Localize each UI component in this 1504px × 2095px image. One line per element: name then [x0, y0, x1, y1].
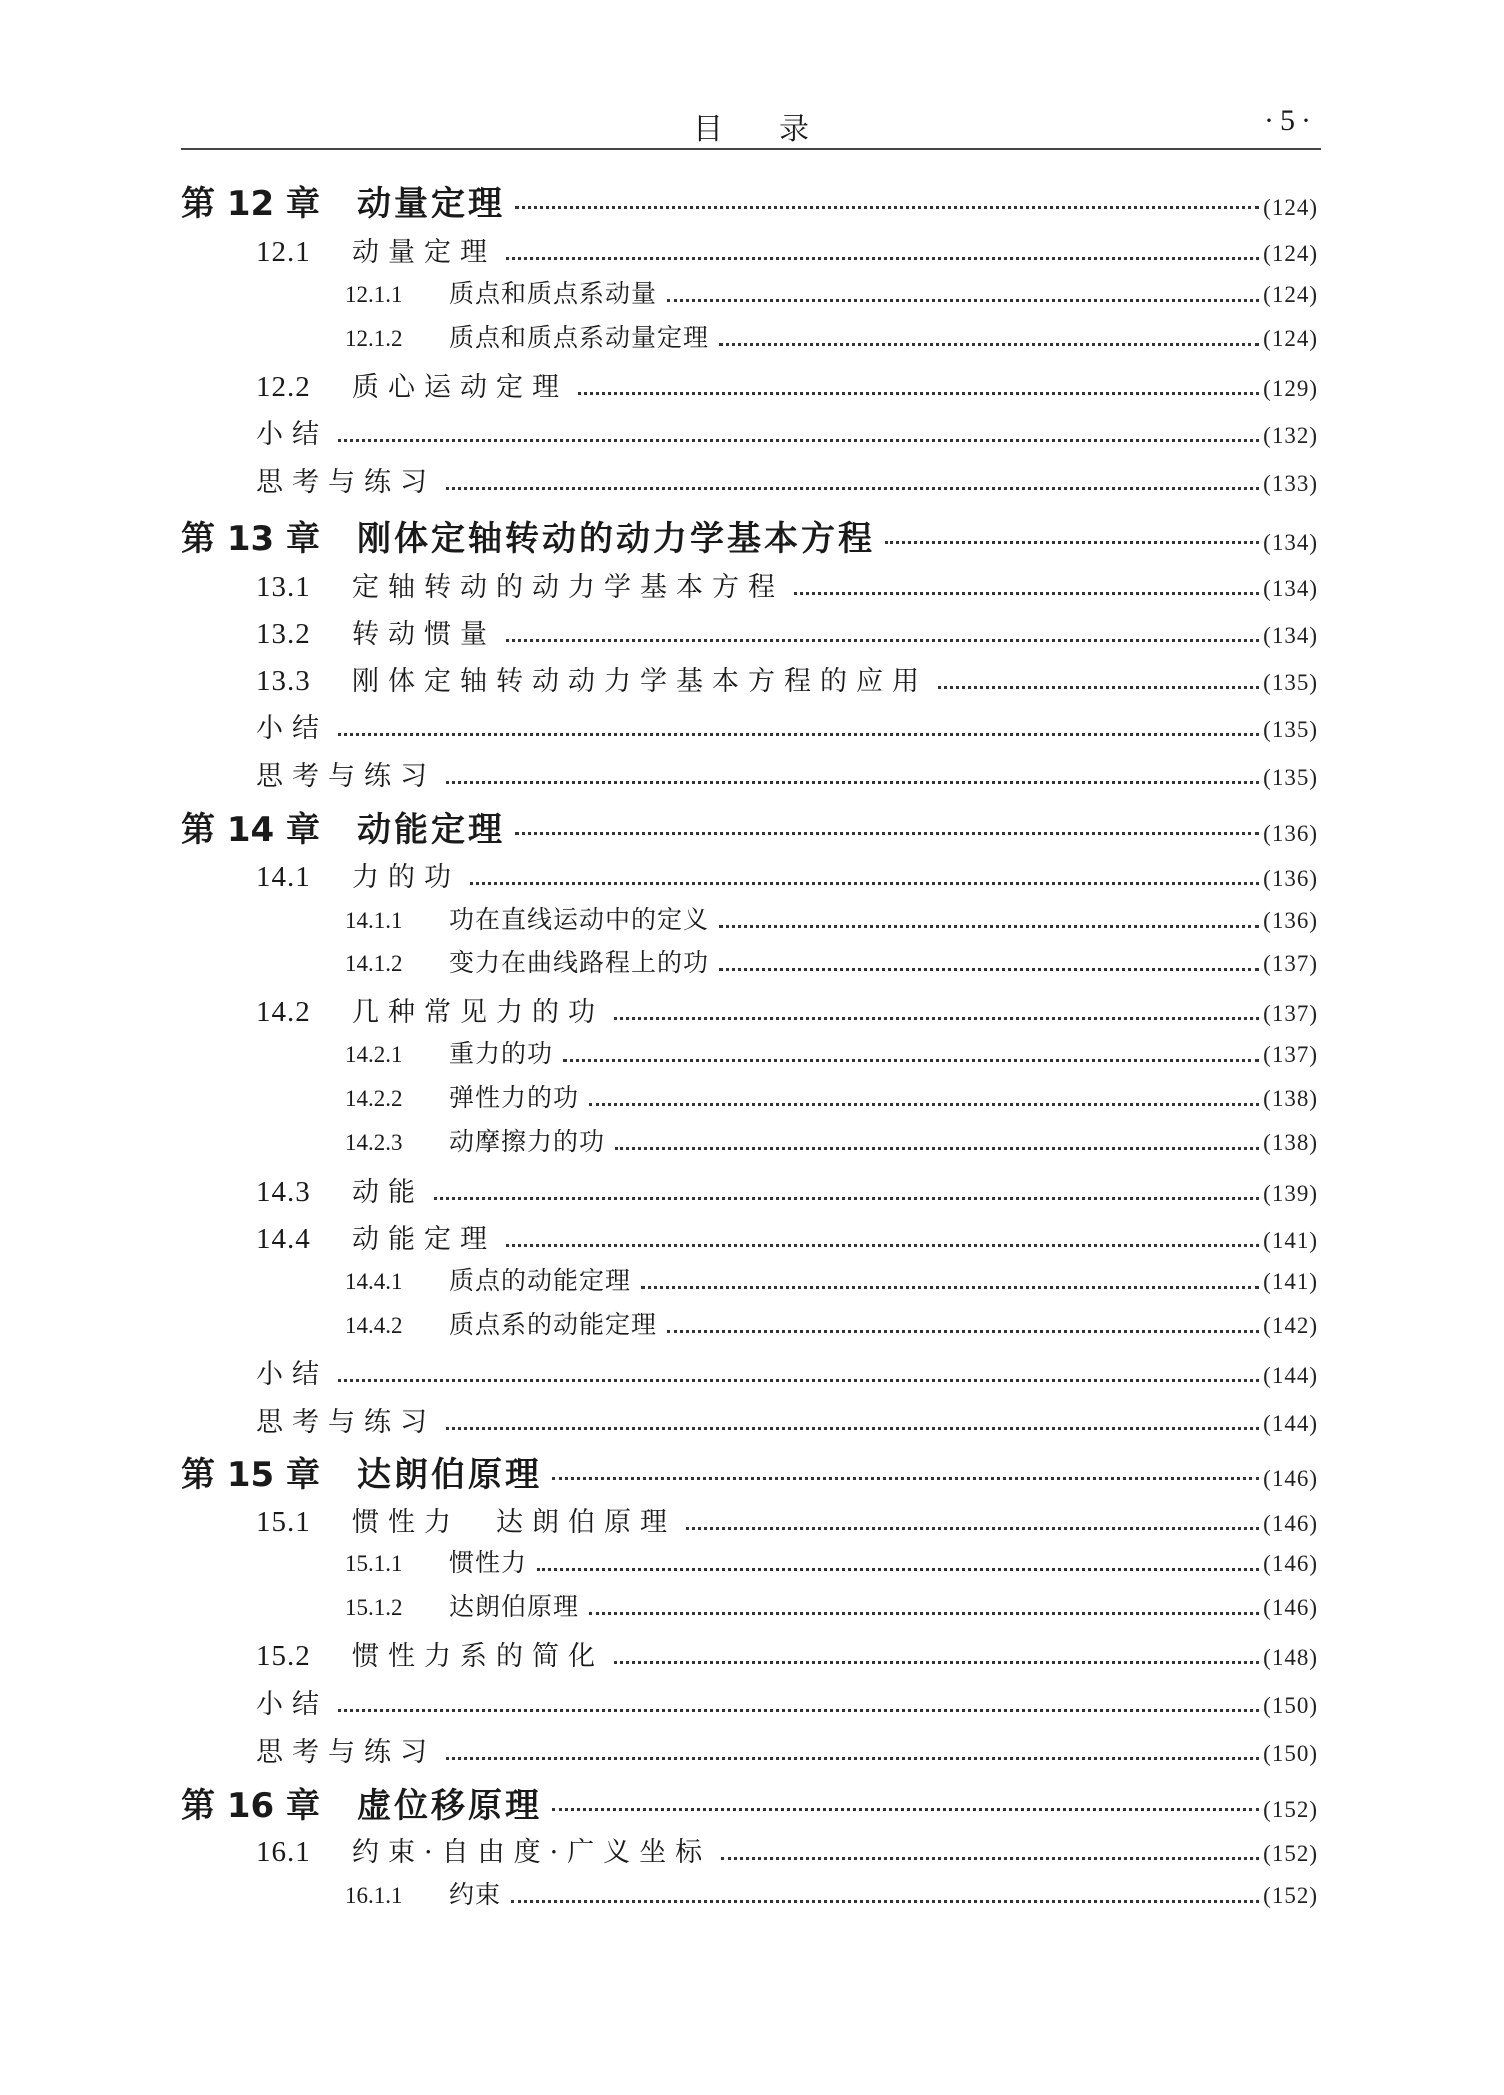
page-header-title: 目录	[693, 112, 865, 147]
toc-entry-page: (139)	[1263, 1181, 1318, 1206]
toc-entry-misc[interactable]	[256, 460, 1318, 504]
toc-entry-chapter[interactable]	[181, 1447, 1318, 1497]
toc-entry-page: (146)	[1263, 1511, 1318, 1536]
toc-entry-title: 功在直线运动中的定义	[449, 905, 710, 934]
dot-leader	[446, 487, 1259, 490]
toc-entry-page: (148)	[1263, 1645, 1318, 1670]
toc-entry-section[interactable]	[256, 1634, 1318, 1678]
dot-leader	[446, 1757, 1259, 1760]
toc-entry-title: 质点的动能定理	[449, 1266, 632, 1295]
dot-leader	[719, 968, 1259, 971]
toc-entry-misc[interactable]	[256, 754, 1318, 798]
toc-entry-title: 动量定理	[357, 184, 505, 224]
dot-leader	[537, 1568, 1259, 1571]
toc-entry-misc[interactable]	[256, 412, 1318, 456]
toc-entry-title: 思考与练习	[256, 1737, 436, 1768]
toc-entry-page: (133)	[1263, 471, 1318, 496]
toc-entry-sub[interactable]	[345, 1122, 1318, 1162]
toc-entry-section[interactable]	[256, 659, 1318, 703]
toc-entry-page: (146)	[1263, 1466, 1318, 1491]
toc-entry-page: (142)	[1263, 1313, 1318, 1338]
toc-entry-title: 达朗伯原理	[449, 1592, 580, 1621]
dot-leader	[506, 639, 1259, 642]
toc-entry-page: (136)	[1263, 866, 1318, 891]
toc-entry-chapter[interactable]	[181, 1778, 1318, 1828]
toc-entry-title: 质点系的动能定理	[449, 1310, 658, 1339]
toc-entry-page: (146)	[1263, 1551, 1318, 1576]
toc-entry-section[interactable]	[256, 990, 1318, 1034]
toc-entry-sub[interactable]	[345, 274, 1318, 314]
dot-leader	[434, 1197, 1259, 1200]
toc-entry-title: 虚位移原理	[357, 1786, 542, 1826]
toc-entry-number: 16.1.1	[345, 1883, 403, 1908]
toc-entry-title: 弹性力的功	[449, 1083, 580, 1112]
toc-entry-number: 第 15 章	[181, 1455, 320, 1495]
toc-entry-number: 14.2.2	[345, 1086, 403, 1111]
toc-entry-title: 小结	[256, 419, 328, 450]
toc-entry-section[interactable]	[256, 612, 1318, 656]
dot-leader	[446, 1427, 1259, 1430]
toc-entry-number: 14.4	[256, 1223, 311, 1255]
dot-leader	[589, 1103, 1259, 1106]
toc-entry-page: (141)	[1263, 1228, 1318, 1253]
toc-entry-sub[interactable]	[345, 1261, 1318, 1301]
toc-entry-title: 力的功	[352, 862, 460, 893]
dot-leader	[614, 1017, 1259, 1020]
toc-entry-title: 思考与练习	[256, 761, 436, 792]
toc-entry-section[interactable]	[256, 1830, 1318, 1874]
toc-entry-sub[interactable]	[345, 1078, 1318, 1118]
toc-entry-title: 约束·自由度·广义坐标	[352, 1837, 712, 1868]
toc-entry-title: 惯性力系的简化	[352, 1641, 604, 1672]
toc-entry-title: 思考与练习	[256, 1407, 436, 1438]
toc-entry-number: 15.1.2	[345, 1595, 403, 1620]
dot-leader	[338, 733, 1259, 736]
toc-entry-page: (137)	[1263, 1001, 1318, 1026]
dot-leader	[511, 1900, 1259, 1903]
toc-entry-title: 质点和质点系动量定理	[449, 323, 710, 352]
dot-leader	[338, 1379, 1259, 1382]
toc-entry-page: (135)	[1263, 670, 1318, 695]
toc-entry-page: (150)	[1263, 1741, 1318, 1766]
toc-entry-title: 惯性力	[449, 1548, 528, 1577]
toc-entry-page: (152)	[1263, 1797, 1318, 1822]
dot-leader	[719, 343, 1259, 346]
toc-entry-title: 重力的功	[449, 1039, 554, 1068]
dot-leader	[552, 1477, 1259, 1480]
dot-leader	[686, 1527, 1259, 1530]
dot-leader	[721, 1857, 1259, 1860]
dot-leader	[589, 1612, 1259, 1615]
toc-entry-misc[interactable]	[256, 1352, 1318, 1396]
toc-entry-number: 13.1	[256, 571, 311, 603]
toc-entry-page: (124)	[1263, 282, 1318, 307]
toc-entry-page: (134)	[1263, 530, 1318, 555]
toc-entry-number: 第 12 章	[181, 184, 320, 224]
toc-entry-page: (134)	[1263, 623, 1318, 648]
toc-entry-page: (137)	[1263, 1042, 1318, 1067]
toc-entry-page: (152)	[1263, 1883, 1318, 1908]
toc-entry-section[interactable]	[256, 1217, 1318, 1261]
dot-leader	[506, 1244, 1259, 1247]
toc-entry-chapter[interactable]	[181, 511, 1318, 561]
dot-leader	[338, 439, 1259, 442]
toc-entry-page: (136)	[1263, 908, 1318, 933]
toc-entry-sub[interactable]	[345, 1587, 1318, 1627]
toc-entry-title: 动摩擦力的功	[449, 1127, 606, 1156]
toc-entry-title: 质心运动定理	[352, 372, 568, 403]
toc-entry-page: (135)	[1263, 717, 1318, 742]
toc-entry-section[interactable]	[256, 365, 1318, 409]
toc-entry-number: 15.1.1	[345, 1551, 403, 1576]
toc-entry-section[interactable]	[256, 565, 1318, 609]
toc-entry-title: 质点和质点系动量	[449, 279, 658, 308]
toc-entry-page: (141)	[1263, 1269, 1318, 1294]
toc-entry-page: (152)	[1263, 1841, 1318, 1866]
dot-leader	[885, 541, 1259, 544]
dot-leader	[719, 925, 1259, 928]
toc-entry-number: 14.2.1	[345, 1042, 403, 1067]
dot-leader	[578, 392, 1259, 395]
toc-entry-sub[interactable]	[345, 1034, 1318, 1074]
toc-entry-number: 15.2	[256, 1640, 311, 1672]
toc-entry-page: (134)	[1263, 576, 1318, 601]
toc-entry-title: 动能	[352, 1177, 424, 1208]
dot-leader	[667, 299, 1259, 302]
toc-entry-title: 小结	[256, 1689, 328, 1720]
toc-entry-number: 第 13 章	[181, 519, 320, 559]
toc-entry-page: (135)	[1263, 765, 1318, 790]
toc-entry-number: 14.2.3	[345, 1130, 403, 1155]
toc-entry-page: (124)	[1263, 241, 1318, 266]
toc-entry-number: 14.1	[256, 861, 311, 893]
dot-leader	[515, 206, 1259, 209]
toc-entry-title: 达朗伯原理	[357, 1455, 542, 1495]
dot-leader	[614, 1661, 1259, 1664]
dot-leader	[470, 882, 1259, 885]
dot-leader	[446, 781, 1259, 784]
toc-entry-page: (144)	[1263, 1363, 1318, 1388]
dot-leader	[515, 832, 1259, 835]
toc-entry-number: 12.2	[256, 371, 311, 403]
toc-entry-chapter[interactable]	[181, 176, 1318, 226]
toc-entry-number: 14.2	[256, 996, 311, 1028]
toc-entry-number: 13.2	[256, 618, 311, 650]
toc-entry-page: (124)	[1263, 326, 1318, 351]
toc-entry-sub[interactable]	[345, 318, 1318, 358]
toc-entry-title: 变力在曲线路程上的功	[449, 948, 710, 977]
toc-entry-sub[interactable]	[345, 1543, 1318, 1583]
toc-entry-sub[interactable]	[345, 900, 1318, 940]
toc-entry-page: (136)	[1263, 821, 1318, 846]
toc-entry-number: 第 14 章	[181, 810, 320, 850]
toc-entry-misc[interactable]	[256, 1682, 1318, 1726]
toc-entry-number: 13.3	[256, 665, 311, 697]
toc-entry-page: (137)	[1263, 951, 1318, 976]
toc-entry-number: 14.4.2	[345, 1313, 403, 1338]
toc-entry-number: 16.1	[256, 1836, 311, 1868]
toc-entry-number: 14.4.1	[345, 1269, 403, 1294]
toc-entry-misc[interactable]	[256, 1730, 1318, 1774]
toc-entry-section[interactable]	[256, 855, 1318, 899]
toc-entry-title: 动能定理	[357, 810, 505, 850]
toc-entry-page: (124)	[1263, 195, 1318, 220]
toc-entry-number: 12.1.1	[345, 282, 403, 307]
toc-entry-page: (144)	[1263, 1411, 1318, 1436]
toc-entry-number: 14.1.2	[345, 951, 403, 976]
dot-leader	[506, 257, 1259, 260]
toc-entry-page: (138)	[1263, 1130, 1318, 1155]
toc-entry-title: 小结	[256, 713, 328, 744]
toc-entry-sub[interactable]	[345, 943, 1318, 983]
toc-entry-page: (132)	[1263, 423, 1318, 448]
toc-entry-sub[interactable]	[345, 1875, 1318, 1915]
toc-entry-section[interactable]	[256, 1500, 1318, 1544]
toc-entry-title: 小结	[256, 1359, 328, 1390]
toc-entry-title: 约束	[449, 1880, 502, 1909]
toc-entry-page: (138)	[1263, 1086, 1318, 1111]
toc-entry-title: 惯性力 达朗伯原理	[352, 1507, 676, 1538]
dot-leader	[563, 1059, 1259, 1062]
toc-entry-title: 定轴转动的动力学基本方程	[352, 572, 784, 603]
toc-entry-number: 14.3	[256, 1176, 311, 1208]
toc-entry-page: (129)	[1263, 376, 1318, 401]
toc-entry-section[interactable]	[256, 230, 1318, 274]
toc-entry-misc[interactable]	[256, 706, 1318, 750]
dot-leader	[938, 686, 1259, 689]
toc-entry-title: 思考与练习	[256, 467, 436, 498]
toc-entry-section[interactable]	[256, 1170, 1318, 1214]
toc-entry-title: 动能定理	[352, 1224, 496, 1255]
toc-entry-page: (150)	[1263, 1693, 1318, 1718]
dot-leader	[667, 1330, 1259, 1333]
toc-entry-chapter[interactable]	[181, 802, 1318, 852]
toc-entry-title: 转动惯量	[352, 619, 496, 650]
toc-entry-number: 第 16 章	[181, 1786, 320, 1826]
toc-entry-number: 12.1.2	[345, 326, 403, 351]
toc-entry-number: 14.1.1	[345, 908, 403, 933]
page-number: ·5·	[1264, 104, 1317, 137]
toc-entry-title: 几种常见力的功	[352, 997, 604, 1028]
dot-leader	[615, 1147, 1259, 1150]
toc-entry-title: 刚体定轴转动的动力学基本方程	[357, 519, 875, 559]
toc-entry-number: 15.1	[256, 1506, 311, 1538]
toc-entry-misc[interactable]	[256, 1400, 1318, 1444]
dot-leader	[552, 1808, 1259, 1811]
dot-leader	[794, 592, 1259, 595]
toc-entry-title: 刚体定轴转动动力学基本方程的应用	[352, 666, 928, 697]
toc-entry-sub[interactable]	[345, 1305, 1318, 1345]
toc-entry-title: 动量定理	[352, 237, 496, 268]
dot-leader	[338, 1709, 1259, 1712]
toc-entry-page: (146)	[1263, 1595, 1318, 1620]
dot-leader	[641, 1286, 1259, 1289]
toc-entry-number: 12.1	[256, 236, 311, 268]
